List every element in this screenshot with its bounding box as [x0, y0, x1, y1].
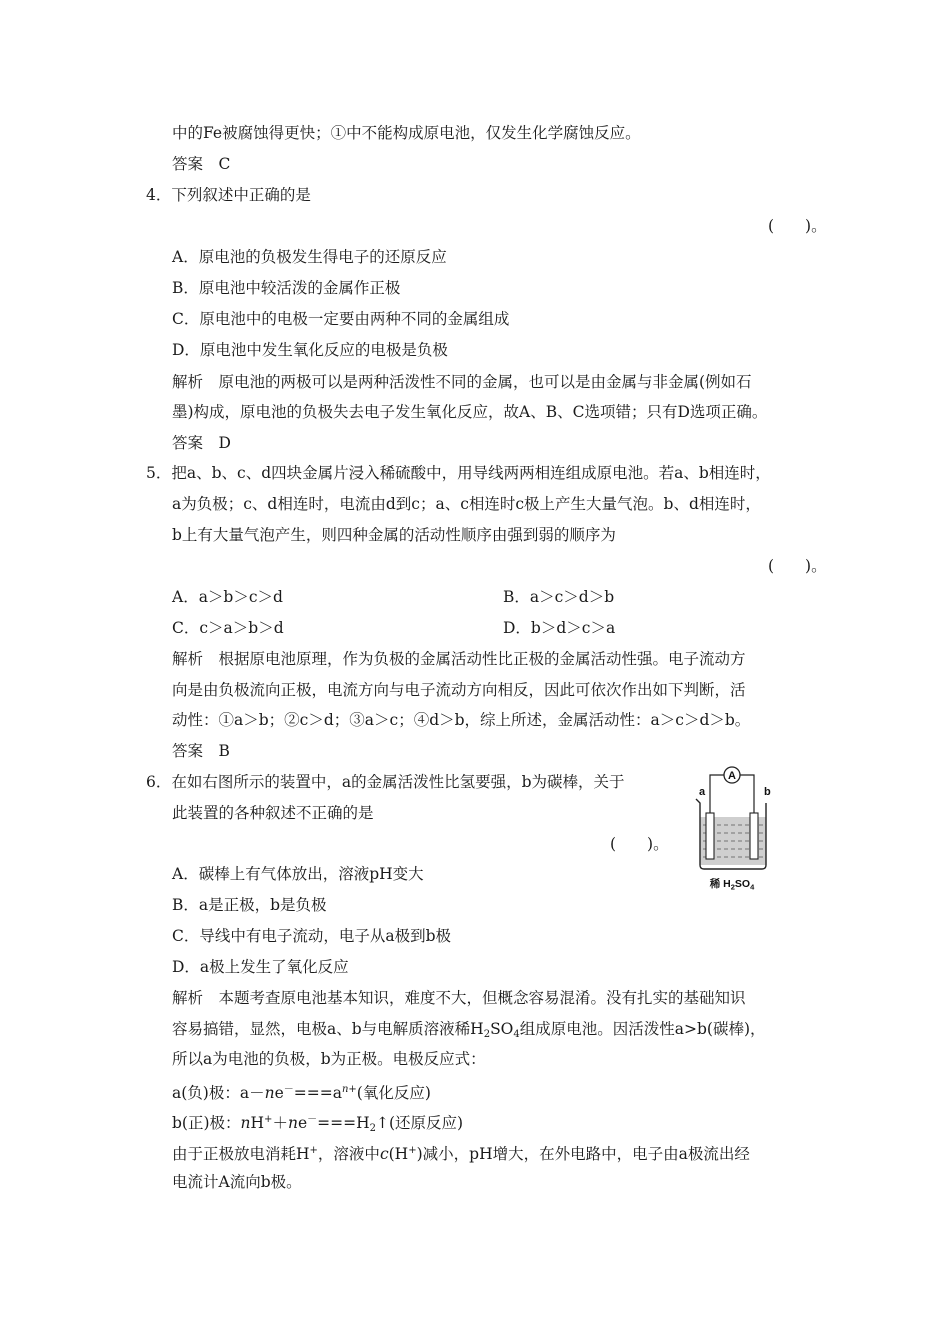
q6-option-c: C．导线中有电子流动，电子从a极到b极 — [172, 927, 452, 945]
q6-analysis-2: 容易搞错，显然，电极a、b与电解质溶液稀$H_2SO_4$组成原电池。因活泼性a>b(碳棒)， — [172, 1020, 766, 1040]
q4-option-a: A．原电池的负极发生得电子的还原反应 — [172, 248, 447, 266]
q6-anode-equation: a(负)极：$a-ne^-===a^{n+}$(氧化反应) — [172, 1084, 431, 1102]
q4-blank: ( )。 — [768, 217, 827, 235]
q4-option-b: B．原电池中较活泼的金属作正极 — [172, 279, 401, 297]
ammeter-label: A — [728, 770, 736, 782]
q5-answer: 答案 B — [172, 742, 230, 760]
answer-prev: 答案 C — [172, 155, 231, 173]
q6-stem-2: 此装置的各种叙述不正确的是 — [172, 804, 374, 822]
electrode-b-label: b — [764, 786, 771, 798]
q4-answer: 答案 D — [172, 434, 231, 452]
q5-option-b: B．a＞c＞d＞b — [503, 588, 615, 606]
q5-option-a: A．a＞b＞c＞d — [172, 588, 283, 606]
q5-stem-3: b上有大量气泡产生，则四种金属的活动性顺序由强到弱的顺序为 — [172, 526, 616, 544]
q5-analysis-2: 向是由负极流向正极，电流方向与电子流动方向相反，因此可依次作出如下判断，活 — [172, 681, 746, 699]
carryover-text: 中的Fe被腐蚀得更快；①中不能构成原电池，仅发生化学腐蚀反应。 — [172, 124, 641, 142]
electrode-b — [750, 813, 758, 859]
q6-blank: ( )。 — [610, 835, 669, 853]
q6-analysis-1: 解析 本题考查原电池基本知识，难度不大，但概念容易混淆。没有扎实的基础知识 — [172, 989, 746, 1007]
q6-cathode-equation: b(正)极：$nH^++ne^-===H_2↑$(还原反应) — [172, 1114, 464, 1134]
q5-analysis-1: 解析 根据原电池原理，作为负极的金属活动性比正极的金属活动性强。电子流动方 — [172, 650, 746, 668]
q6-analysis-6: 由于正极放电消耗H+，溶液中c(H+)减小，pH增大，在外电路中，电子由a极流出经 — [172, 1145, 750, 1163]
electrode-a — [706, 813, 714, 859]
figure-caption: 稀 $H_2SO_4$ — [709, 878, 755, 892]
wire-left — [710, 775, 724, 815]
wire-right — [740, 775, 754, 815]
q4-option-d: D．原电池中发生氧化反应的电极是负极 — [172, 341, 448, 359]
q6-option-b: B．a是正极，b是负极 — [172, 896, 327, 914]
q5-blank: ( )。 — [768, 557, 827, 575]
q4-analysis-1: 解析 原电池的两极可以是两种活泼性不同的金属，也可以是由金属与非金属(例如石 — [172, 373, 752, 391]
q6-option-a: A．碳棒上有气体放出，溶液pH变大 — [172, 865, 424, 883]
q6-analysis-7: 电流计A流向b极。 — [172, 1173, 302, 1191]
q4-stem: 4．下列叙述中正确的是 — [146, 186, 311, 204]
electrode-a-label: a — [699, 786, 706, 798]
q5-stem-2: a为负极；c、d相连时，电流由d到c；a、c相连时c极上产生大量气泡。b、d相连时， — [172, 495, 761, 513]
q5-stem-1: 5．把a、b、c、d四块金属片浸入稀硫酸中，用导线两两相连组成原电池。若a、b相连时， — [146, 464, 771, 482]
q4-option-c: C．原电池中的电极一定要由两种不同的金属组成 — [172, 310, 510, 328]
q5-option-c: C．c＞a＞b＞d — [172, 619, 284, 637]
q5-option-d: D．b＞d＞c＞a — [503, 619, 616, 637]
q5-analysis-3: 动性：①a＞b；②c＞d；③a＞c；④d＞b，综上所述，金属活动性：a＞c＞d＞b。 — [172, 711, 751, 729]
q6-analysis-3: 所以a为电池的负极，b为正极。电极反应式： — [172, 1050, 486, 1068]
q4-analysis-2: 墨)构成，原电池的负极失去电子发生氧化反应，故A、B、C选项错；只有D选项正确。 — [172, 403, 768, 421]
galvanic-cell-figure — [690, 763, 790, 893]
q6-stem-1: 6．在如右图所示的装置中，a的金属活泼性比氢要强，b为碳棒，关于 — [146, 773, 625, 791]
q6-option-d: D．a极上发生了氧化反应 — [172, 958, 349, 976]
